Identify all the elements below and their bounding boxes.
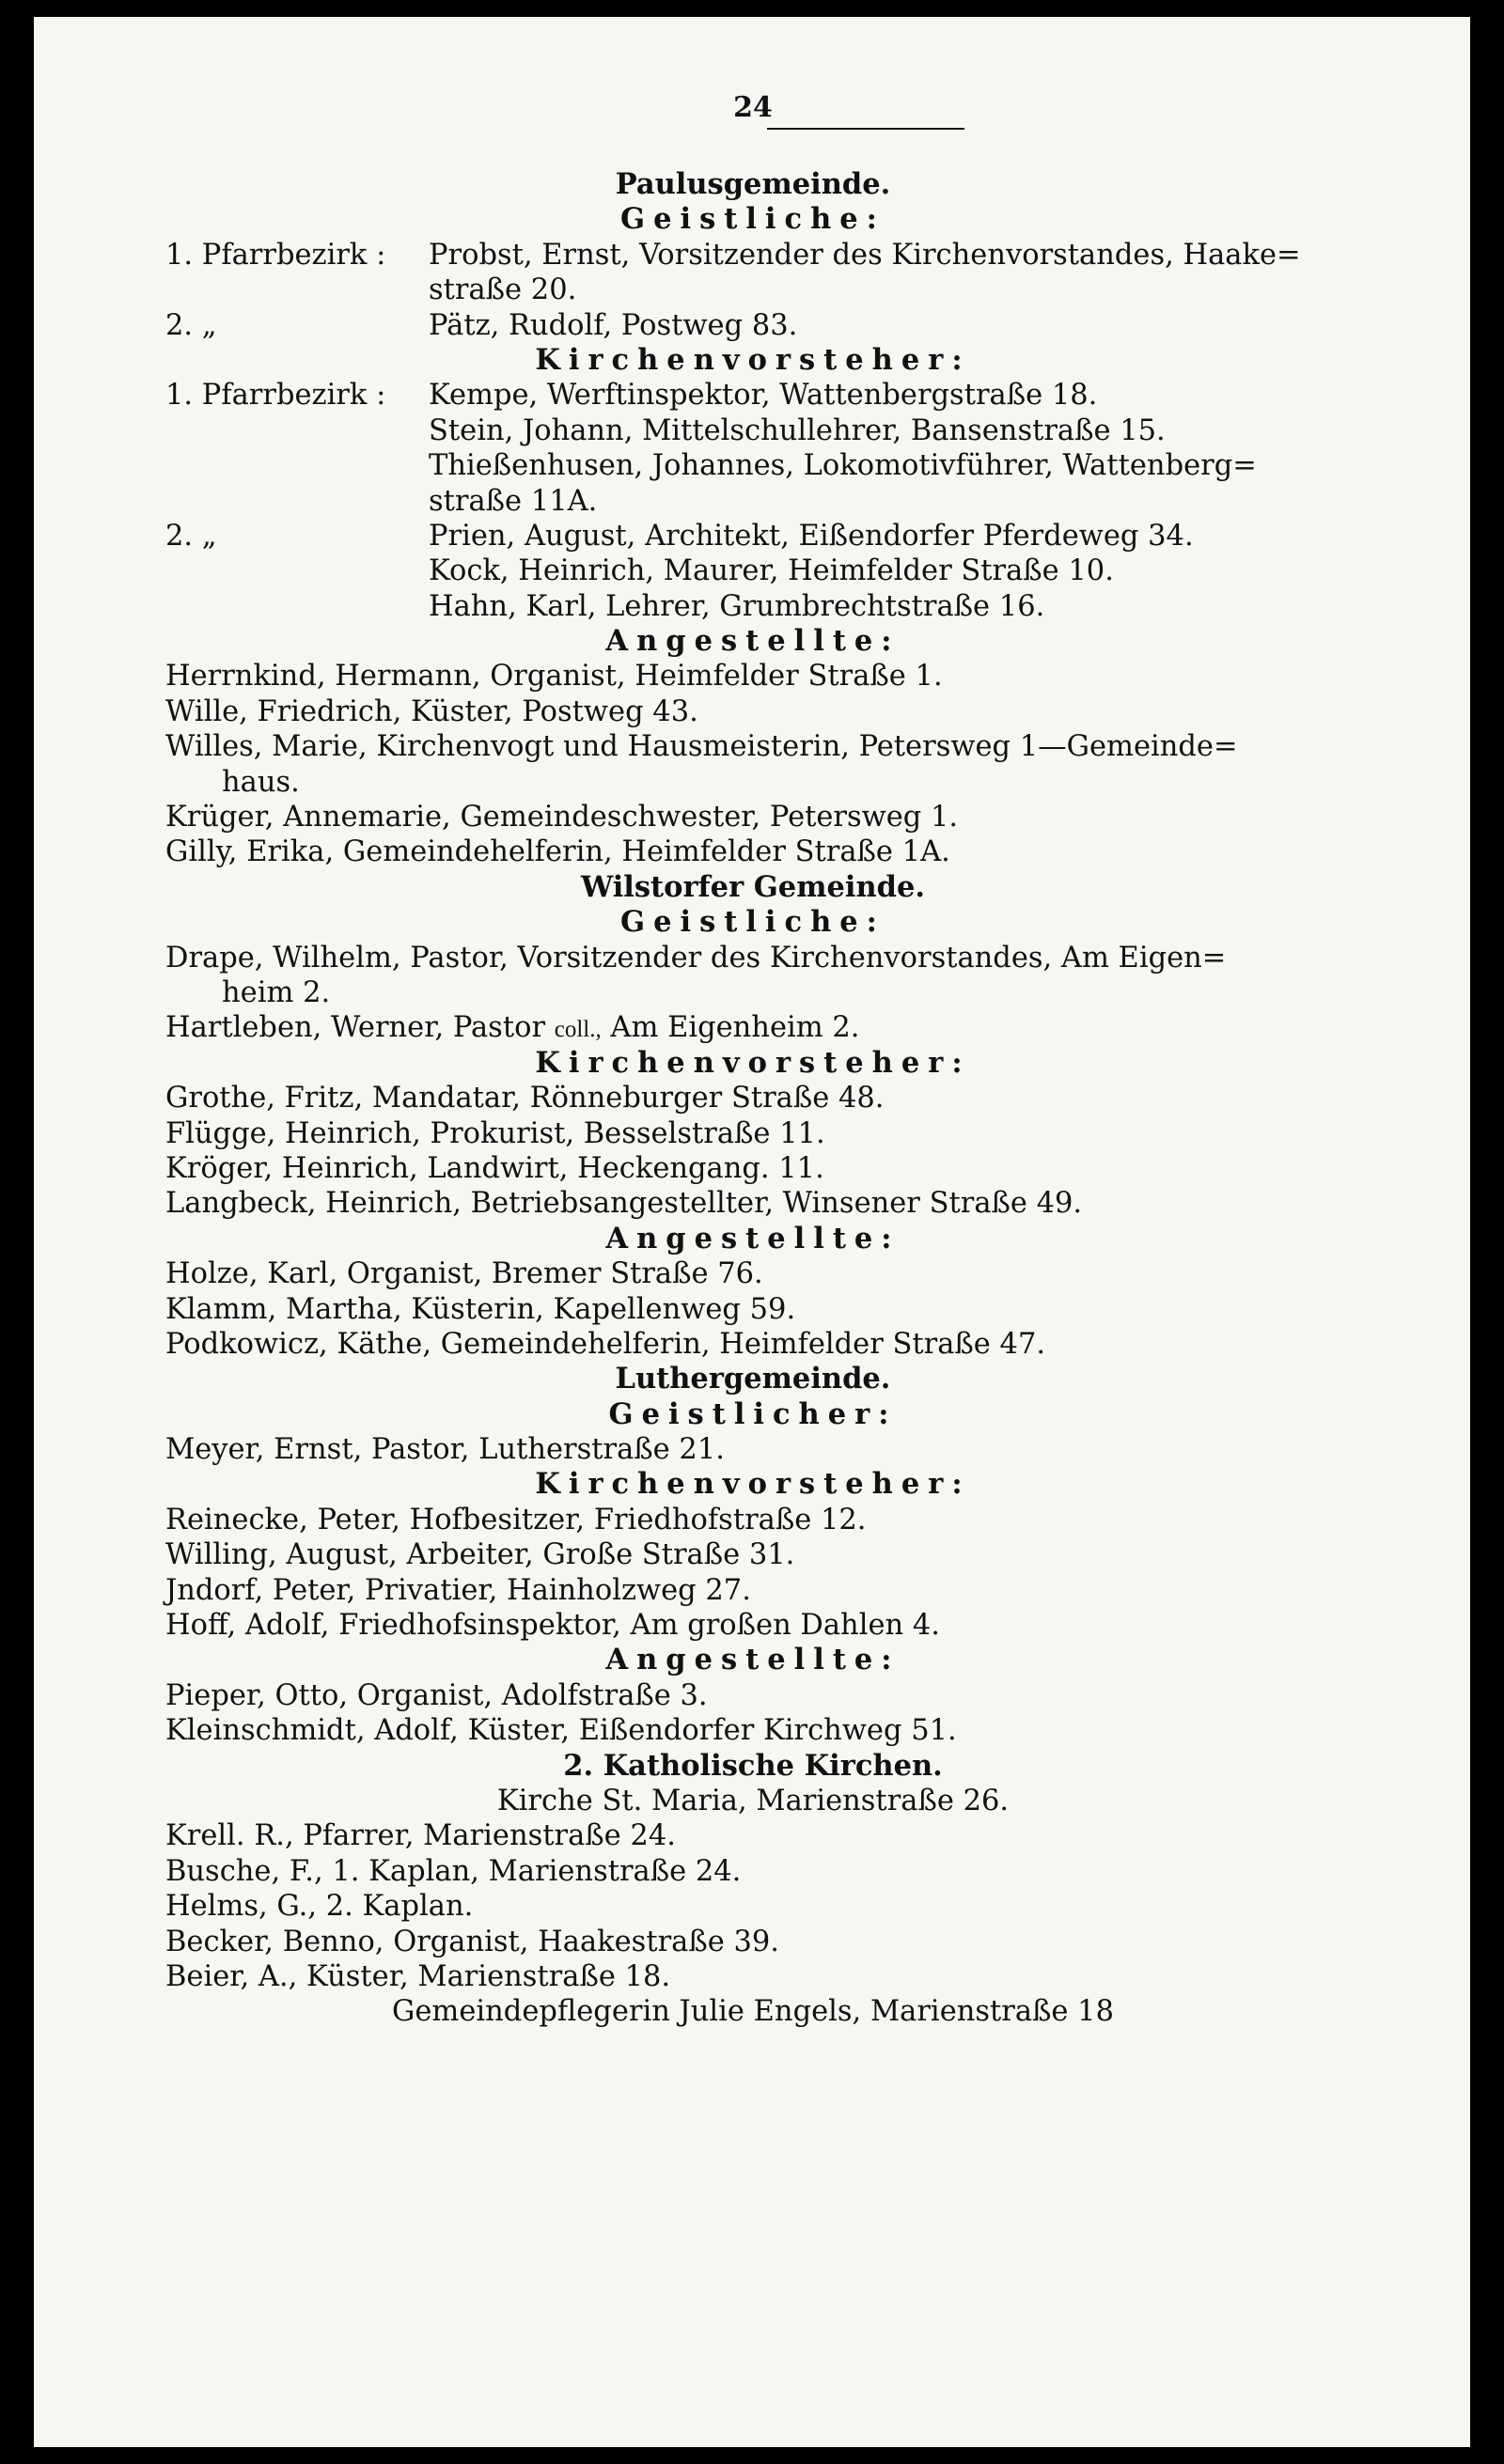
line-text: Probst, Ernst, Vorsitzender des Kirchenvorstandes, Haake= xyxy=(429,238,1301,272)
line-text: Kröger, Heinrich, Landwirt, Heckengang. 11. xyxy=(165,1151,824,1185)
directory-line xyxy=(165,1678,1340,1713)
header-rule xyxy=(767,128,964,130)
directory-line xyxy=(165,1818,1340,1853)
directory-line xyxy=(165,1186,1340,1221)
directory-line xyxy=(165,343,1340,378)
line-text: Gilly, Erika, Gemeindehelferin, Heimfelder Straße 1A. xyxy=(165,835,950,869)
directory-line xyxy=(165,1467,1340,1502)
directory-line xyxy=(165,1256,1340,1291)
directory-line xyxy=(165,1046,1340,1081)
line-text: Paulusgemeinde. xyxy=(615,167,891,201)
line-text: Klamm, Martha, Küsterin, Kapellenweg 59. xyxy=(165,1292,796,1326)
directory-line xyxy=(165,834,1340,869)
directory-line xyxy=(165,273,1340,307)
directory-line xyxy=(165,308,1340,343)
line-text: Hartleben, Werner, Pastor xyxy=(165,1011,546,1045)
line-text: Prien, August, Architekt, Eißendorfer Pferdeweg 34. xyxy=(429,519,1194,553)
line-text: Holze, Karl, Organist, Bremer Straße 76. xyxy=(165,1257,763,1291)
line-text: Grothe, Fritz, Mandatar, Rönneburger Straße 48. xyxy=(165,1082,885,1115)
directory-line xyxy=(165,1854,1340,1889)
line-text: Meyer, Ernst, Pastor, Lutherstraße 21. xyxy=(165,1433,725,1467)
directory-line xyxy=(165,519,1340,554)
directory-line xyxy=(165,1151,1340,1186)
directory-line xyxy=(165,484,1340,519)
directory-line xyxy=(165,1784,1340,1818)
directory-line xyxy=(165,413,1340,448)
line-text: Becker, Benno, Organist, Haakestraße 39. xyxy=(165,1925,779,1958)
line-text: Kirchenvorsteher: xyxy=(535,342,971,377)
line-text: haus. xyxy=(222,765,300,799)
line-text: Luthergemeinde. xyxy=(615,1362,891,1396)
directory-line xyxy=(165,765,1340,800)
directory-line xyxy=(165,941,1340,975)
line-text: Kempe, Werftinspektor, Wattenbergstraße 18. xyxy=(429,379,1098,413)
line-text: Busche, F., 1. Kaplan, Marienstraße 24. xyxy=(165,1854,742,1888)
directory-line xyxy=(165,1749,1340,1784)
directory-line xyxy=(165,1713,1340,1748)
directory-line xyxy=(165,624,1340,659)
line-text: 2. Katholische Kirchen. xyxy=(563,1748,943,1783)
line-text: Krell. R., Pfarrer, Marienstraße 24. xyxy=(165,1819,676,1853)
line-text: Beier, A., Küster, Marienstraße 18. xyxy=(165,1959,671,1993)
directory-line xyxy=(165,1503,1340,1537)
line-text: Kirchenvorsteher: xyxy=(535,1045,971,1080)
line-text: Stein, Johann, Mittelschullehrer, Bansenstraße 15. xyxy=(429,413,1166,447)
line-text: Gemeindepflegerin Julie Engels, Marienstraße 18 xyxy=(392,1995,1114,2029)
directory-line xyxy=(165,1222,1340,1256)
line-text: Hoff, Adolf, Friedhofsinspektor, Am großen Dahlen 4. xyxy=(165,1609,940,1643)
directory-line xyxy=(165,905,1340,940)
directory-line xyxy=(165,1292,1340,1327)
district-label: 1. Pfarrbezirk : xyxy=(165,238,386,272)
line-text: heim 2. xyxy=(222,975,331,1009)
directory-line xyxy=(165,1432,1340,1467)
directory-line xyxy=(165,1116,1340,1151)
line-text: Kirchenvorsteher: xyxy=(535,1467,971,1502)
line-text: Helms, G., 2. Kaplan. xyxy=(165,1890,474,1924)
directory-line xyxy=(165,1081,1340,1115)
line-text: Krüger, Annemarie, Gemeindeschwester, Petersweg 1. xyxy=(165,801,959,834)
directory-line xyxy=(165,1362,1340,1396)
line-text: straße 11A. xyxy=(429,484,598,518)
directory-line xyxy=(165,1573,1340,1608)
directory-line xyxy=(165,202,1340,237)
directory-line xyxy=(165,800,1340,834)
directory-line xyxy=(165,1643,1340,1677)
directory-line xyxy=(165,975,1340,1010)
line-text: straße 20. xyxy=(429,273,577,307)
directory-line xyxy=(165,1010,1340,1045)
directory-line xyxy=(165,378,1340,413)
line-text: Wille, Friedrich, Küster, Postweg 43. xyxy=(165,694,698,728)
directory-line xyxy=(165,694,1340,729)
directory-line xyxy=(165,729,1340,764)
district-label: 2. „ xyxy=(165,519,217,553)
line-text: Willes, Marie, Kirchenvogt und Hausmeisterin, Petersweg 1—Gemeinde= xyxy=(165,730,1238,764)
directory-line xyxy=(165,554,1340,588)
directory-line xyxy=(165,167,1340,202)
directory-line xyxy=(165,1608,1340,1643)
line-text: Jndorf, Peter, Privatier, Hainholzweg 27. xyxy=(165,1573,751,1607)
district-label: 1. Pfarrbezirk : xyxy=(165,379,386,413)
directory-line xyxy=(165,238,1340,273)
directory-line xyxy=(165,1925,1340,1959)
line-text: Angestellte: xyxy=(605,1643,901,1677)
line-text: Angestellte: xyxy=(605,624,901,659)
directory-line xyxy=(165,870,1340,905)
line-text: Langbeck, Heinrich, Betriebsangestellter, Winsener Straße 49. xyxy=(165,1187,1083,1221)
directory-line xyxy=(165,1889,1340,1924)
line-text: Kleinschmidt, Adolf, Küster, Eißendorfer Kirchweg 51. xyxy=(165,1714,957,1748)
line-text: Flügge, Heinrich, Prokurist, Besselstraße 11. xyxy=(165,1116,825,1150)
line-text-rest: Am Eigenheim 2. xyxy=(601,1011,860,1045)
directory-line xyxy=(165,448,1340,483)
directory-line xyxy=(165,659,1340,694)
line-text: Drape, Wilhelm, Pastor, Vorsitzender des Kirchenvorstandes, Am Eigen= xyxy=(165,941,1227,975)
line-text: Willing, August, Arbeiter, Große Straße 31. xyxy=(165,1538,795,1572)
line-text: Reinecke, Peter, Hofbesitzer, Friedhofstraße 12. xyxy=(165,1503,867,1536)
directory-body xyxy=(165,167,1340,2030)
line-text: Pätz, Rudolf, Postweg 83. xyxy=(429,308,798,342)
line-text: Kock, Heinrich, Maurer, Heimfelder Straße 10. xyxy=(429,554,1114,588)
line-text: Geistliche: xyxy=(620,202,885,237)
line-text: Hahn, Karl, Lehrer, Grumbrechtstraße 16. xyxy=(429,589,1045,623)
directory-line xyxy=(165,1959,1340,1994)
directory-line xyxy=(165,1397,1340,1432)
line-text: Pieper, Otto, Organist, Adolfstraße 3. xyxy=(165,1678,708,1712)
line-text: Podkowicz, Käthe, Gemeindehelferin, Heimfelder Straße 47. xyxy=(165,1327,1046,1361)
directory-line xyxy=(165,589,1340,624)
line-text: Geistliche: xyxy=(620,905,885,940)
page-number: 24 xyxy=(733,91,773,124)
line-text: Wilstorfer Gemeinde. xyxy=(580,869,925,904)
line-text: Angestellte: xyxy=(605,1221,901,1255)
directory-line xyxy=(165,1994,1340,2029)
directory-line xyxy=(165,1537,1340,1572)
line-text: Herrnkind, Hermann, Organist, Heimfelder Straße 1. xyxy=(165,660,943,694)
line-text: Thießenhusen, Johannes, Lokomotivführer, Wattenberg= xyxy=(429,449,1257,483)
document-page xyxy=(34,17,1470,2447)
line-text: Geistlicher: xyxy=(608,1396,898,1431)
district-label: 2. „ xyxy=(165,308,217,342)
directory-line xyxy=(165,1327,1340,1362)
line-text: Kirche St. Maria, Marienstraße 26. xyxy=(496,1784,1010,1817)
latin-abbreviation: coll., xyxy=(554,1017,602,1043)
